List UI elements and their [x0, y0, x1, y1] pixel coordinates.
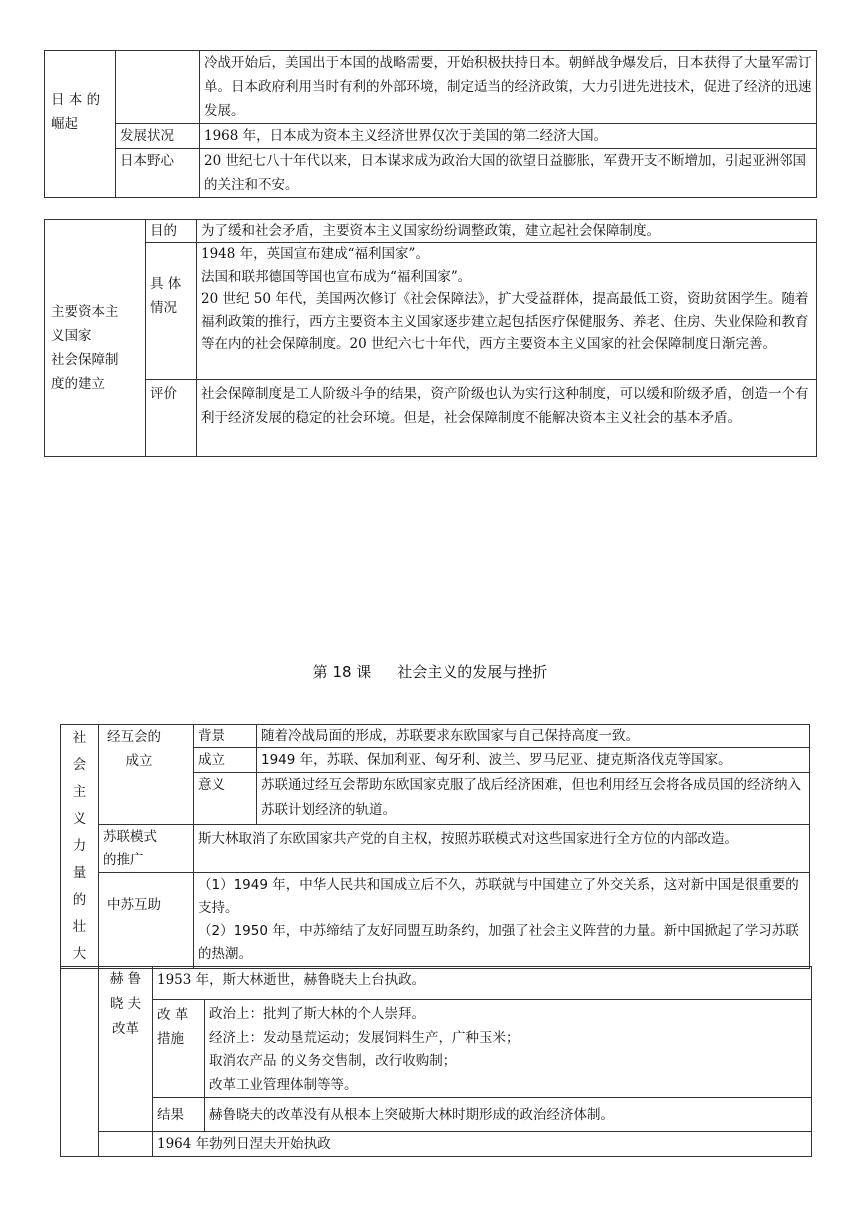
- khrushchev-result-label: 结果: [153, 1098, 205, 1132]
- welfare-details-paragraph: 法国和联邦德国等国也宣布成为“福利国家”。: [201, 268, 472, 285]
- khrushchev-result-text: 赫鲁晓夫的改革没有从根本上突破斯大林时期形成的政治经济体制。: [205, 1098, 812, 1132]
- welfare-evaluation-label: 评价: [146, 380, 197, 457]
- welfare-details-paragraph: 1948 年，英国宣布建成“福利国家”。: [201, 246, 429, 262]
- side-heading-char: 社: [72, 730, 87, 746]
- measures-line: 改革工业管理体制等等。: [209, 1076, 358, 1093]
- comecon-significance-label: 意义: [194, 773, 257, 825]
- lesson-title: [0, 660, 860, 684]
- welfare-details-paragraph: 20 世纪 50 年代，美国两次修订《社会保障法》，扩大受益群体，提高最低工资，资助贫困学生。随着福利政策的推行，西方主要资本主义国家逐步建立起包括医疗保健服务、养老、住房、失业保险和教育等在内的社会保障制度。20 世纪六七十年代，西方主要资本主义国家的社会保障制度日渐完善。: [201, 291, 809, 352]
- side-heading-char: 义: [72, 811, 87, 827]
- welfare-heading-cell: [45, 220, 146, 457]
- khrushchev-label: [99, 967, 153, 1132]
- side-heading-char: 会: [72, 757, 87, 773]
- japan-development-text: 1968 年，日本成为资本主义经济世界仅次于美国的第二经济大国。: [200, 124, 817, 149]
- khrushchev-label-line: 晓 夫: [109, 996, 142, 1012]
- japan-development-label: 发展状况: [116, 124, 200, 149]
- comecon-label: [99, 725, 194, 825]
- comecon-founding-text: 1949 年，苏联、保加利亚、匈牙利、波兰、罗马尼亚、捷克斯洛伐克等国家。: [257, 748, 810, 773]
- khrushchev-label-line: 改革: [112, 1021, 139, 1037]
- lesson-number: 第 18 课: [312, 663, 372, 681]
- socialism-table: [60, 724, 810, 969]
- japan-intro-empty-label: [116, 51, 200, 124]
- sino-soviet-item: （2）1950 年，中苏缔结了友好同盟互助条约，加强了社会主义阵营的力量。新中国掀起了学习苏联的热潮。: [198, 923, 799, 962]
- measures-line: 取消农产品 的义务交售制，改行收购制；: [209, 1053, 457, 1069]
- japan-ambition-text: 20 世纪七八十年代以来，日本谋求成为政治大国的欲望日益膨胀，军费开支不断增加，引起亚洲邻国的关注和不安。: [200, 149, 817, 198]
- side-heading-char: 力: [72, 838, 87, 854]
- comecon-background-text: 随着冷战局面的形成，苏联要求东欧国家与自己保持高度一致。: [257, 725, 810, 748]
- khrushchev-measures-label: [153, 1000, 205, 1098]
- measures-label-line: 改 革: [157, 1007, 189, 1023]
- welfare-table: [44, 219, 817, 457]
- brezhnev-text: 1964 年勃列日涅夫开始执政: [153, 1132, 812, 1157]
- comecon-label-line: 成立: [125, 753, 153, 769]
- sino-soviet-text: [194, 873, 810, 969]
- welfare-details-label: [146, 243, 197, 380]
- side-heading-char: 的: [72, 892, 87, 908]
- side-heading-char: 壮: [72, 919, 87, 935]
- japan-heading-cell: [45, 51, 116, 198]
- measures-line: 经济上：发动垦荒运动；发展饲料生产，广种玉米；: [209, 1029, 520, 1046]
- welfare-heading-line: 社会保障制: [51, 352, 119, 368]
- comecon-background-label: 背景: [194, 725, 257, 748]
- sino-soviet-label: 中苏互助: [99, 873, 194, 969]
- side-heading-char: 量: [72, 865, 87, 881]
- side-heading-char: 主: [72, 784, 87, 800]
- khrushchev-label-line: 赫 鲁: [109, 971, 142, 987]
- welfare-details-label-line: 情况: [150, 300, 177, 316]
- welfare-purpose-label: 目的: [146, 220, 197, 243]
- soviet-model-label-line: 的推广: [103, 852, 144, 868]
- comecon-significance-text: 苏联通过经互会帮助东欧国家克服了战后经济困难，但也利用经互会将各成员国的经济纳入苏联计划经济的轨道。: [257, 773, 810, 825]
- welfare-heading-line: 度的建立: [51, 376, 105, 392]
- comecon-label-line: 经互会的: [107, 729, 161, 745]
- khrushchev-measures-text: [205, 1000, 812, 1098]
- soviet-model-label: [99, 825, 194, 873]
- japan-rise-table: [44, 50, 817, 198]
- khrushchev-side-empty: [61, 967, 99, 1157]
- japan-heading-line: 崛起: [51, 116, 78, 132]
- socialism-side-heading: [61, 725, 99, 969]
- comecon-founding-label: 成立: [194, 748, 257, 773]
- sino-soviet-item: （1）1949 年，中华人民共和国成立后不久，苏联就与中国建立了外交关系，这对新中国是很重要的支持。: [198, 877, 799, 916]
- welfare-details-text: [197, 243, 817, 380]
- soviet-model-label-line: 苏联模式: [103, 829, 157, 845]
- welfare-evaluation-text: 社会保障制度是工人阶级斗争的结果，资产阶级也认为实行这种制度，可以缓和阶级矛盾，创造一个有利于经济发展的稳定的社会环境。但是，社会保障制度不能解决资本主义社会的基本矛盾。: [197, 380, 817, 457]
- khrushchev-table: [60, 966, 812, 1157]
- lesson-name: 社会主义的发展与挫折: [397, 663, 548, 681]
- welfare-details-label-line: 具 体: [150, 276, 182, 292]
- side-heading-char: 大: [72, 946, 87, 962]
- measures-line: 政治上：批判了斯大林的个人崇拜。: [209, 1006, 425, 1022]
- japan-heading-line: 日 本 的: [51, 92, 101, 108]
- welfare-heading-line: 主要资本主: [51, 304, 119, 320]
- measures-label-line: 措施: [157, 1031, 184, 1047]
- soviet-model-text: 斯大林取消了东欧国家共产党的自主权，按照苏联模式对这些国家进行全方位的内部改造。: [194, 825, 810, 873]
- welfare-heading-line: 义国家: [51, 328, 92, 344]
- japan-ambition-label: 日本野心: [116, 149, 200, 198]
- khrushchev-intro: 1953 年，斯大林逝世，赫鲁晓夫上台执政。: [153, 967, 812, 1000]
- welfare-purpose-text: 为了缓和社会矛盾，主要资本主义国家纷纷调整政策，建立起社会保障制度。: [197, 220, 817, 243]
- japan-intro-text: 冷战开始后，美国出于本国的战略需要，开始积极扶持日本。朝鲜战争爆发后，日本获得了大量军需订单。日本政府利用当时有利的外部环境，制定适当的经济政策，大力引进先进技术，促进了经济的迅速发展。: [200, 51, 817, 124]
- brezhnev-empty-label: [99, 1132, 153, 1157]
